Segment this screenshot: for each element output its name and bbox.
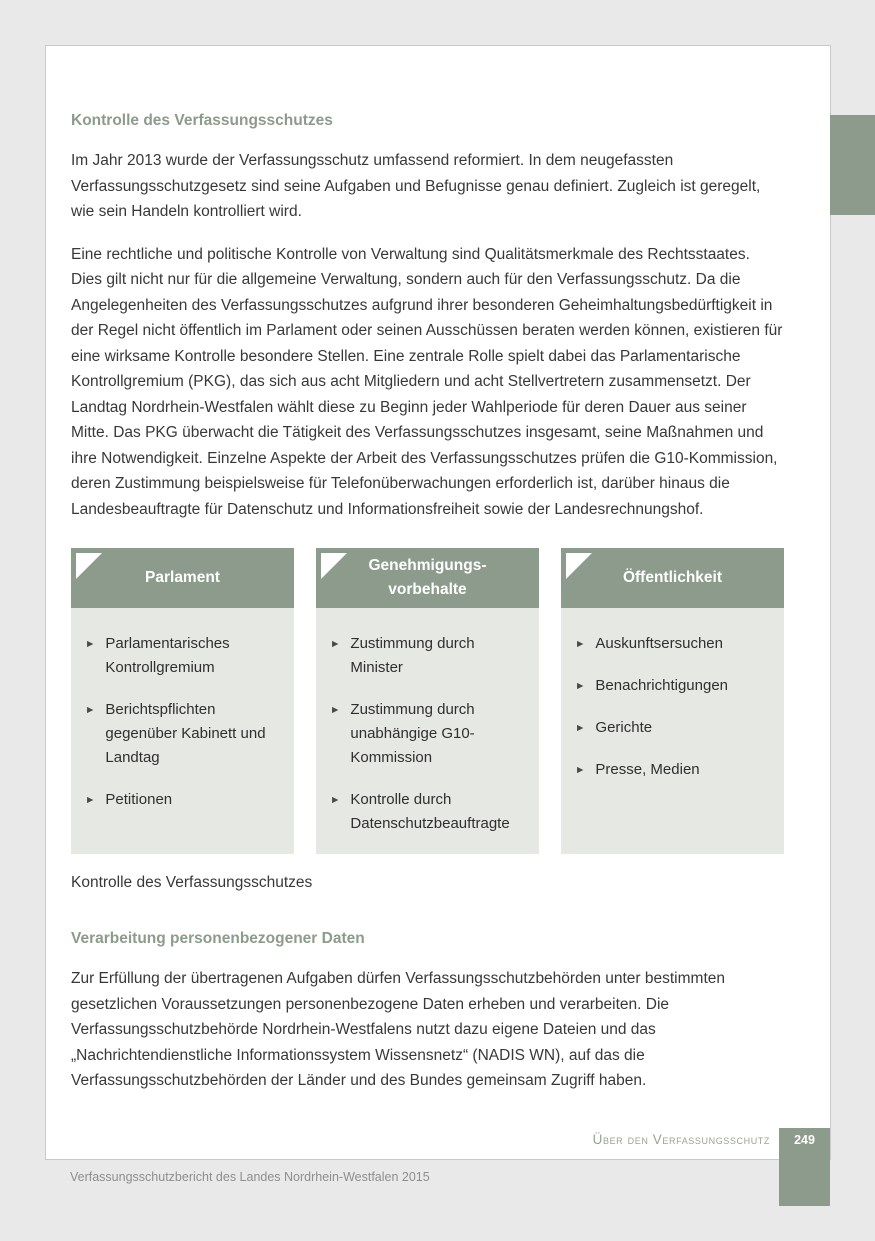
column-body: [316, 608, 539, 854]
column-title: Genehmigungs-: [368, 557, 487, 574]
figure-column-genehmigungsvorbehalte: [316, 548, 539, 854]
page-content: [46, 46, 830, 1094]
folded-corner-icon: [321, 553, 347, 579]
list-item-label: Petitionen: [105, 791, 173, 808]
arrow-bullet-icon: ►: [575, 680, 586, 692]
list-item: [575, 674, 772, 698]
column-header: [561, 548, 784, 608]
arrow-bullet-icon: ►: [330, 794, 341, 806]
arrow-bullet-icon: ►: [330, 704, 341, 716]
column-body: [71, 608, 294, 854]
column-header: [71, 548, 294, 608]
arrow-bullet-icon: ►: [85, 794, 96, 806]
control-overview-figure: [71, 548, 784, 854]
list-item: [330, 788, 527, 836]
arrow-bullet-icon: ►: [330, 638, 341, 650]
paragraph: Eine rechtliche und politische Kontrolle von Verwaltung sind Qualitätsmerkmale des Rechtsstaates. Dies gilt nicht nur für die allgemeine Verwaltung, sondern auch für den Verfassungsschutz. Da die Angelegenheiten des Verfassungsschutzes aufgrund ihrer besonderen Geheimhaltungsbedürftigkeit in der Regel nicht öffentlich im Parlament oder seinen Ausschüssen beraten werden können, existieren für eine wirksame Kontrolle besondere Stellen. Eine zentrale Rolle spielt dabei das Parlamentarische Kontrollgremium (PKG), das sich aus acht Mitgliedern und acht Stellvertretern zusammensetzt. Der Landtag Nordrhein-Westfalen wählt diese zu Beginn jeder Wahlperiode für deren Dauer aus seiner Mitte. Das PKG überwacht die Tätigkeit des Verfassungsschutzes insgesamt, seine Maßnahmen und ihre Notwendigkeit. Einzelne Aspekte der Arbeit des Verfassungsschutzes prüfen die G10-Kommission, deren Zustimmung beispielsweise für Telefonüberwachungen erforderlich ist, darüber hinaus die Landesbeauftragte für Datenschutz und Informationsfreiheit sowie der Landesrechnungshof.: [71, 245, 783, 518]
figure-column-parlament: [71, 548, 294, 854]
column-title: Öffentlichkeit: [622, 569, 723, 586]
section-heading-kontrolle: Kontrolle des Verfassungsschutzes: [71, 112, 333, 129]
list-item: [330, 632, 527, 680]
list-item: [575, 758, 772, 782]
page-number-tab: [779, 1128, 830, 1206]
folded-corner-icon: [566, 553, 592, 579]
column-title: Parlament: [145, 569, 220, 586]
arrow-bullet-icon: ►: [575, 764, 586, 776]
arrow-bullet-icon: ►: [85, 704, 96, 716]
paragraph: Zur Erfüllung der übertragenen Aufgaben dürfen Verfassungsschutzbehörden unter bestimmten gesetzlichen Voraussetzungen personenbezogene Daten erheben und verarbeiten. Die Verfassungsschutzbehörde Nordrhein-Westfalens nutzt dazu eigene Dateien und das „Nachrichtendienstliche Informationssystem Wissensnetz“ (NADIS WN), auf das die Verfassungsschutzbehörden der Länder und des Bundes gemeinsam Zugriff haben.: [71, 970, 725, 1089]
list-item-label: Zustimmung durch Minister: [350, 635, 475, 676]
column-body: [561, 608, 784, 854]
section-heading-daten: Verarbeitung personenbezogener Daten: [71, 930, 365, 947]
list-item-label: Berichtspflichten gegenüber Kabinett und Landtag: [105, 701, 266, 766]
list-item: [85, 632, 282, 680]
list-item-label: Parlamentarisches Kontrollgremium: [105, 635, 230, 676]
document-page: [45, 45, 831, 1160]
running-title: Über den Verfassungsschutz: [592, 1132, 770, 1147]
list-item-label: Gerichte: [595, 719, 653, 736]
arrow-bullet-icon: ►: [575, 722, 586, 734]
figure-caption: Kontrolle des Verfassungsschutzes: [71, 874, 313, 891]
arrow-bullet-icon: ►: [575, 638, 586, 650]
list-item-label: Benachrichtigungen: [595, 677, 729, 694]
column-header: [316, 548, 539, 608]
list-item-label: Zustimmung durch unabhängige G10-Kommission: [350, 701, 475, 766]
report-footer-title: Verfassungsschutzbericht des Landes Nordrhein-Westfalen 2015: [70, 1170, 430, 1184]
folded-corner-icon: [76, 553, 102, 579]
column-title-line2: vorbehalte: [388, 581, 467, 598]
list-item-label: Presse, Medien: [595, 761, 700, 778]
list-item: [85, 788, 282, 812]
arrow-bullet-icon: ►: [85, 638, 96, 650]
list-item: [575, 632, 772, 656]
paragraph: Im Jahr 2013 wurde der Verfassungsschutz umfassend reformiert. In dem neugefassten Verfassungsschutzgesetz sind seine Aufgaben und Befugnisse genau definiert. Zugleich ist geregelt, wie sein Handeln kontrolliert wird.: [71, 152, 761, 220]
list-item-label: Kontrolle durch Datenschutzbeauftragte: [350, 791, 510, 832]
list-item: [575, 716, 772, 740]
list-item-label: Auskunftsersuchen: [595, 635, 723, 652]
list-item: [330, 698, 527, 770]
list-item: [85, 698, 282, 770]
chapter-edge-tab: [830, 115, 875, 215]
figure-column-oeffentlichkeit: [561, 548, 784, 854]
page-number: 249: [794, 1133, 815, 1147]
